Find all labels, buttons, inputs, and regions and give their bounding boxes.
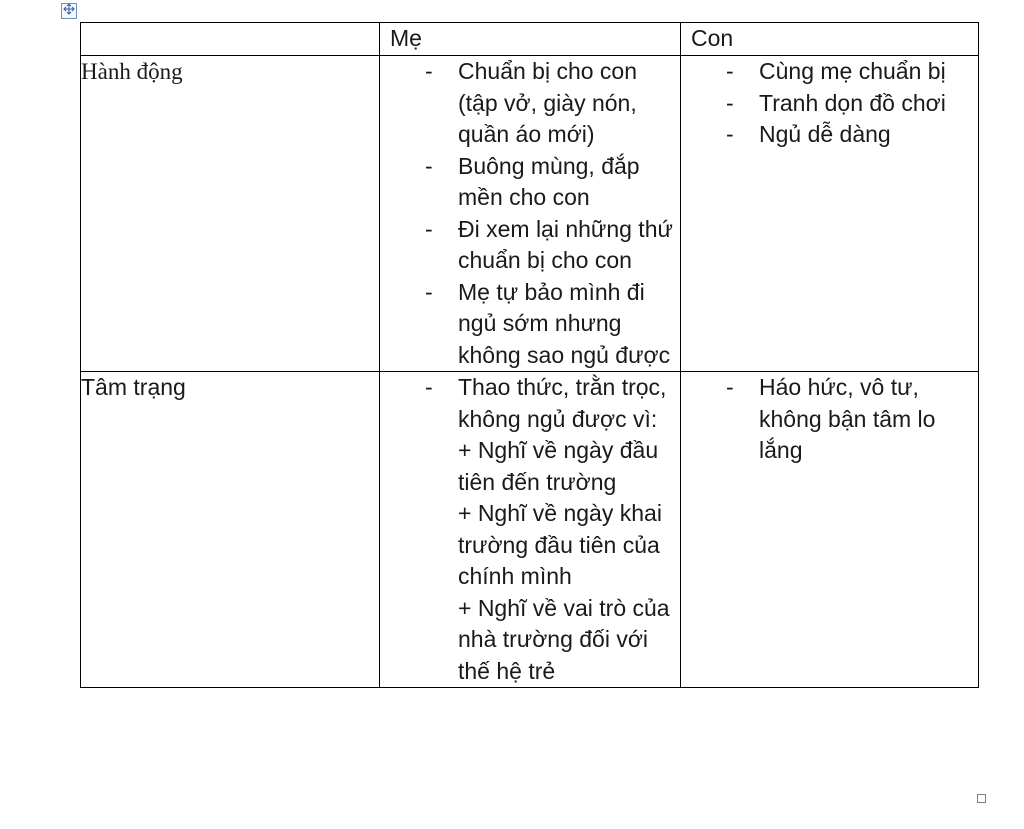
table-header-row <box>81 23 979 56</box>
me-feelings-list <box>380 372 680 687</box>
row-label-cell[interactable] <box>81 56 380 372</box>
comparison-table <box>80 22 979 688</box>
list-item: - Háo hức, vô tư, không bận tâm lo lắng <box>726 374 936 463</box>
sub-point: + Nghĩ về ngày khai trường đầu tiên của chính mình <box>458 500 662 589</box>
con-actions-list <box>681 56 978 151</box>
me-actions-cell[interactable] <box>380 56 681 372</box>
table-row-tam-trang <box>81 372 979 688</box>
list-item: - Thao thức, trằn trọc, không ngủ được vì: + Nghĩ về ngày đầu tiên đến trường + Nghĩ về ngày khai trường đầu tiên của chính mình + Nghĩ về vai trò của nhà trường đối với thế hệ trẻ <box>380 372 674 687</box>
list-item: - Tranh dọn đồ chơi <box>726 89 946 116</box>
sub-point: + Nghĩ về vai trò của nhà trường đối với thế hệ trẻ <box>458 594 670 684</box>
con-actions-cell[interactable] <box>681 56 979 372</box>
four-way-arrow-icon <box>63 2 75 20</box>
table-resize-handle[interactable] <box>977 794 986 803</box>
list-item: - Ngủ dễ dàng <box>726 121 891 147</box>
me-actions-list <box>380 56 680 371</box>
list-item: - Mẹ tự bảo mình đi ngủ sớm nhưng không sao ngủ được <box>425 278 671 368</box>
list-item: - Đi xem lại những thứ chuẩn bị cho con <box>425 215 673 273</box>
row-label-cell[interactable] <box>81 372 380 688</box>
list-item: - Chuẩn bị cho con (tập vở, giày nón, quần áo mới) <box>425 58 638 147</box>
header-cell-empty[interactable] <box>81 23 380 56</box>
table-move-handle[interactable] <box>61 3 77 19</box>
con-feelings-cell[interactable] <box>681 372 979 688</box>
list-item: - Buông mùng, đắp mền cho con <box>425 152 640 210</box>
row-label: Tâm trạng <box>81 374 186 400</box>
row-label: Hành động <box>81 59 183 84</box>
list-item: - Cùng mẹ chuẩn bị <box>726 58 946 84</box>
header-cell-me[interactable]: Mẹ <box>380 23 681 56</box>
me-feelings-cell[interactable] <box>380 372 681 688</box>
con-feelings-list <box>681 372 978 467</box>
table-row-hanh-dong <box>81 56 979 372</box>
header-cell-con[interactable]: Con <box>681 23 979 56</box>
sub-point: + Nghĩ về ngày đầu tiên đến trường <box>458 437 659 495</box>
